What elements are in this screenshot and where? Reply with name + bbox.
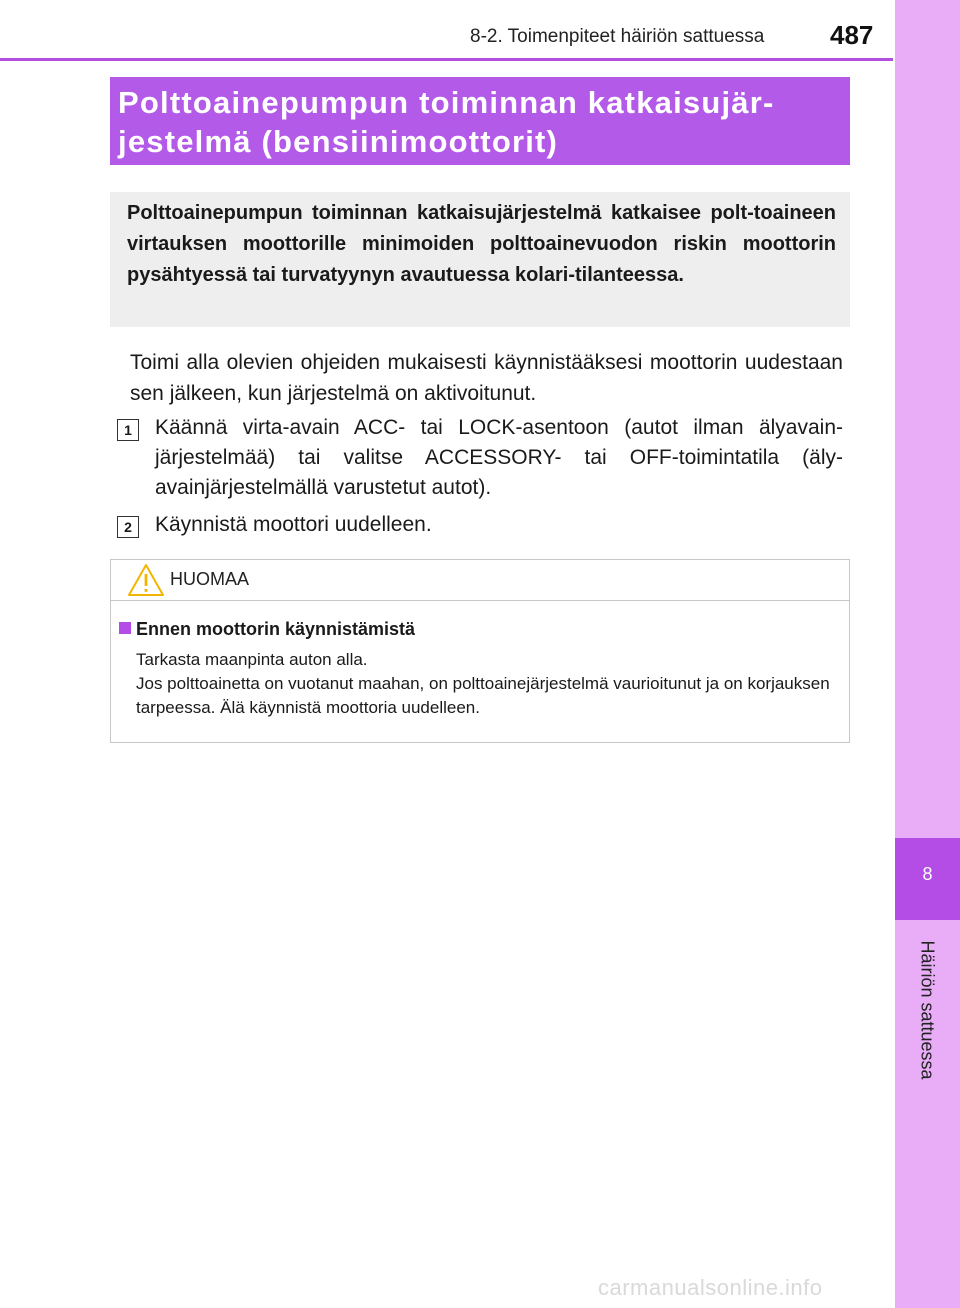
- notice-box: [110, 559, 850, 743]
- header-rule: [0, 58, 893, 61]
- chapter-label: Häiriön sattuessa: [917, 940, 938, 1080]
- bullet-square-icon: [119, 622, 131, 634]
- watermark: carmanualsonline.info: [598, 1275, 823, 1300]
- step-number: 1: [117, 419, 139, 441]
- step-text: Käännä virta-avain ACC- tai LOCK-asentoon (autot ilman älyavain-järjestelmää) tai valitse ACCESSORY- tai OFF-toimintatila (äly-avainjärjestelmällä varustetut autot).: [155, 416, 843, 499]
- chapter-number: 8: [922, 864, 933, 884]
- notice-line: Jos polttoainetta on vuotanut maahan, on polttoainejärjestelmä vaurioitunut ja on korjauksen tarpeessa. Älä käynnistä moottoria uudelleen.: [136, 674, 830, 717]
- notice-subheading-text: Ennen moottorin käynnistämistä: [136, 619, 416, 639]
- notice-body: [136, 648, 846, 720]
- page-number: 487: [830, 20, 874, 50]
- summary-box: Polttoainepumpun toiminnan katkaisujärjestelmä katkaisee polt-toaineen virtauksen moottorille minimoiden polttoainevuodon riskin moottorin pysähtyessä tai turvatyynyn avautuessa kolari-tilanteessa.: [110, 192, 850, 327]
- step-number: 2: [117, 516, 139, 538]
- notice-header: [111, 560, 849, 601]
- section-header: 8-2. Toimenpiteet häiriön sattuessa: [470, 26, 765, 47]
- step-text: Käynnistä moottori uudelleen.: [155, 513, 432, 536]
- notice-line: Tarkasta maanpinta auton alla.: [136, 650, 368, 669]
- notice-title: HUOMAA: [170, 569, 250, 589]
- intro-paragraph: Toimi alla olevien ohjeiden mukaisesti käynnistääksesi moottorin uudestaan sen jälkeen, kun järjestelmä on aktivoitunut.: [130, 351, 843, 405]
- notice-subheading: [119, 619, 415, 640]
- page-title: Polttoainepumpun toiminnan katkaisujär-jestelmä (bensiinimoottorit): [110, 77, 850, 165]
- side-strip: [895, 0, 960, 1308]
- warning-triangle-icon: [127, 563, 165, 597]
- chapter-tab[interactable]: [895, 838, 960, 920]
